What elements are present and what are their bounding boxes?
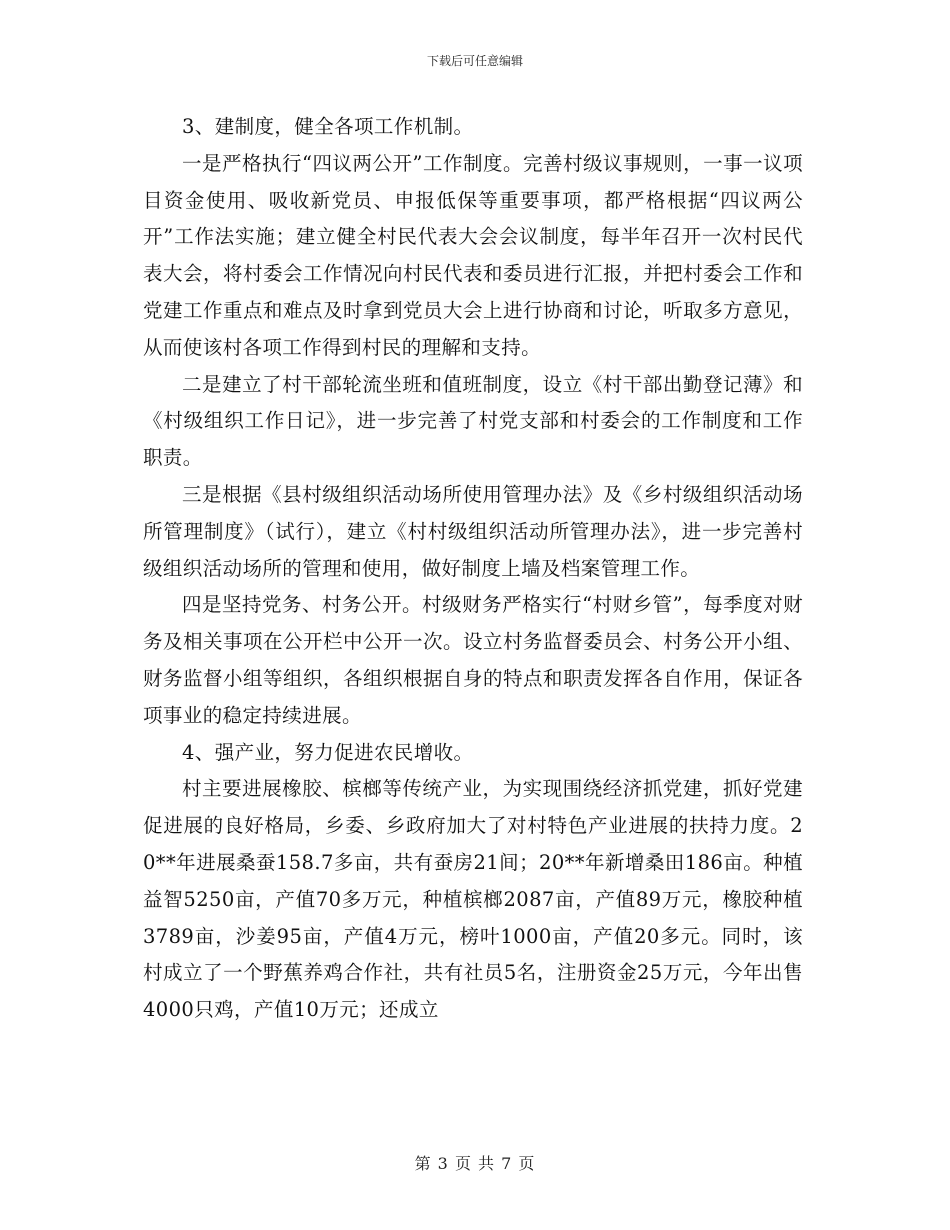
paragraph-four-deliberations: 一是严格执行“四议两公开”工作制度。完善村级议事规则，一事一议项目资金使用、吸收新党员、申报低保等重要事项，都严格根据“四议两公开”工作法实施；建立健全村民代表大会会议制度，每半年召开一次村民代表大会，将村委会工作情况向村民代表和委员进行汇报，并把村委会工作和党建工作重点和难点及时拿到党员大会上进行协商和讨论，听取多方意见，从而使该村各项工作得到村民的理解和支持。 — [143, 151, 803, 359]
paragraph-industry: 村主要进展橡胶、槟榔等传统产业，为实现围绕经济抓党建，抓好党建促进展的良好格局，乡委、乡政府加大了对村特色产业进展的扶持力度。20**年进展桑蚕158.7多亩，共有蚕房21间；20**年新增桑田186亩。种植益智5250亩，产值70多万元，种植槟榔2087亩，产值89万元，橡胶种植3789亩，沙姜95亩，产值4万元，榜叶1000亩，产值20多元。同时，该村成立了一个野蕉养鸡合作社，共有社员5名，注册资金25万元，今年出售4000只鸡，产值10万元；还成立 — [143, 777, 803, 1022]
paragraph-venue-management: 三是根据《县村级组织活动场所使用管理办法》及《乡村级组织活动场所管理制度》（试行），建立《村村级组织活动所管理办法》，进一步完善村级组织活动场所的管理和使用，做好制度上墙及档案管理工作。 — [143, 482, 803, 580]
paragraph-affairs-disclosure: 四是坚持党务、村务公开。村级财务严格实行“村财乡管”，每季度对财务及相关事项在公开栏中公开一次。设立村务监督委员会、村务公开小组、财务监督小组等组织，各组织根据自身的特点和职责发挥各自作用，保证各项事业的稳定持续进展。 — [143, 593, 803, 727]
document-body — [143, 109, 803, 1029]
section-heading-3: 3、建制度，健全各项工作机制。 — [182, 115, 474, 138]
section-heading-4: 4、强产业，努力促进农民增收。 — [182, 740, 474, 764]
paragraph-duty-system: 二是建立了村干部轮流坐班和值班制度，设立《村干部出勤登记薄》和《村级组织工作日记》，进一步完善了村党支部和村委会的工作制度和工作职责。 — [143, 372, 803, 470]
page-header: 下载后可任意编辑 — [426, 54, 523, 68]
page-footer: 第 3 页 共 7 页 — [414, 1154, 536, 1173]
